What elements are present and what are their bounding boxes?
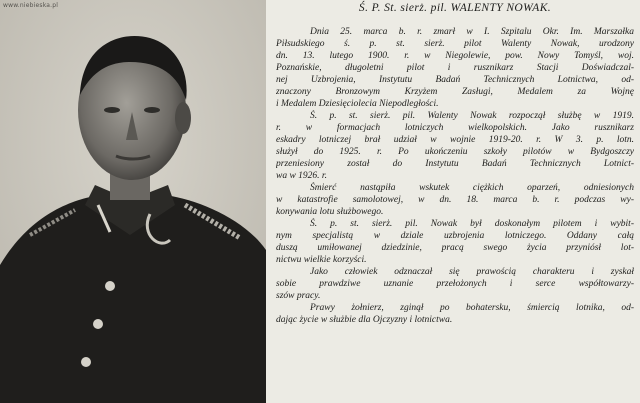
article-line: dn. 13. lutego 1900. r. w Niegolewie, pow. Nowy Tomyśl, woj. <box>276 51 634 62</box>
article-line: nym specjalistą w dziale uzbrojenia lotniczego. Oddany całą <box>276 231 634 242</box>
article-line: duszą umiłowanej dziedzinie, pracą swego życia przyniósł lot- <box>276 243 634 254</box>
article-line: Ś. p. st. sierż. pil. Walenty Nowak rozpoczął służbę w 1919. <box>310 111 634 122</box>
article-line: sobie prawdziwe uznanie przełożonych i serce współtowarzy- <box>276 279 634 290</box>
article-line: przeniesiony został do Instytutu Badań Technicznych Lotnict- <box>276 159 634 170</box>
article-heading: Ś. P. St. sierż. pil. WALENTY NOWAK. <box>358 2 552 14</box>
portrait-image <box>0 0 266 403</box>
article-line: Poznańskie, długoletni pilot i rusznikarz Stacji Doświadczal- <box>276 63 634 74</box>
article-line: i Medalem Dziesięciolecia Niepodległości. <box>276 99 439 110</box>
article-line: nictwu wielkie korzyści. <box>276 255 367 266</box>
watermark: www.niebieska.pl <box>3 2 59 9</box>
article-line: konywania lotu służbowego. <box>276 207 384 218</box>
article-line: nej Uzbrojenia, Instytutu Badań Technicznych Lotnictwa, od- <box>276 75 634 86</box>
article-line: wa w 1926. r. <box>276 171 327 182</box>
article-line: służył do 1925. r. Po ukończeniu szkoły pilotów w Bydgoszczy <box>276 147 634 158</box>
article-line: r. w formacjach lotniczych wielkopolskich. Jako rusznikarz <box>276 123 634 134</box>
article-line: szów pracy. <box>276 291 321 302</box>
article-line: dając życie w służbie dla Ojczyzny i lotnictwa. <box>276 315 453 326</box>
article-body <box>276 26 634 326</box>
article-line: Dnia 25. marca b. r. zmarł w I. Szpitalu Okr. Im. Marszałka <box>310 27 634 37</box>
article-line: Śmierć nastąpiła wskutek ciężkich oparzeń, odniesionych <box>310 183 634 194</box>
article-line: Jako człowiek odznaczał się prawością charakteru i zyskał <box>310 267 634 278</box>
article-line: Prawy żołnierz, zginął po bohatersku, śmiercią lotnika, od- <box>310 303 634 314</box>
article-line: w katastrofie samolotowej, w dn. 18. marca b. r. podczas wy- <box>276 195 634 206</box>
article-line: eskadry lotniczej brał udział w wojnie 1919-20. r. W 3. p. lotn. <box>276 135 634 146</box>
portrait-photo <box>0 0 266 403</box>
article-line: znaczony Bronzowym Krzyżem Zasługi, Medalem za Wojnę <box>276 87 634 98</box>
article-line: Ś. p. st. sierż. pil. Nowak był doskonałym pilotem i wybit- <box>310 219 634 230</box>
article-line: Piłsudskiego ś. p. st. sierż. pilot Walenty Nowak, urodzony <box>276 39 634 50</box>
obituary-article <box>276 0 634 403</box>
